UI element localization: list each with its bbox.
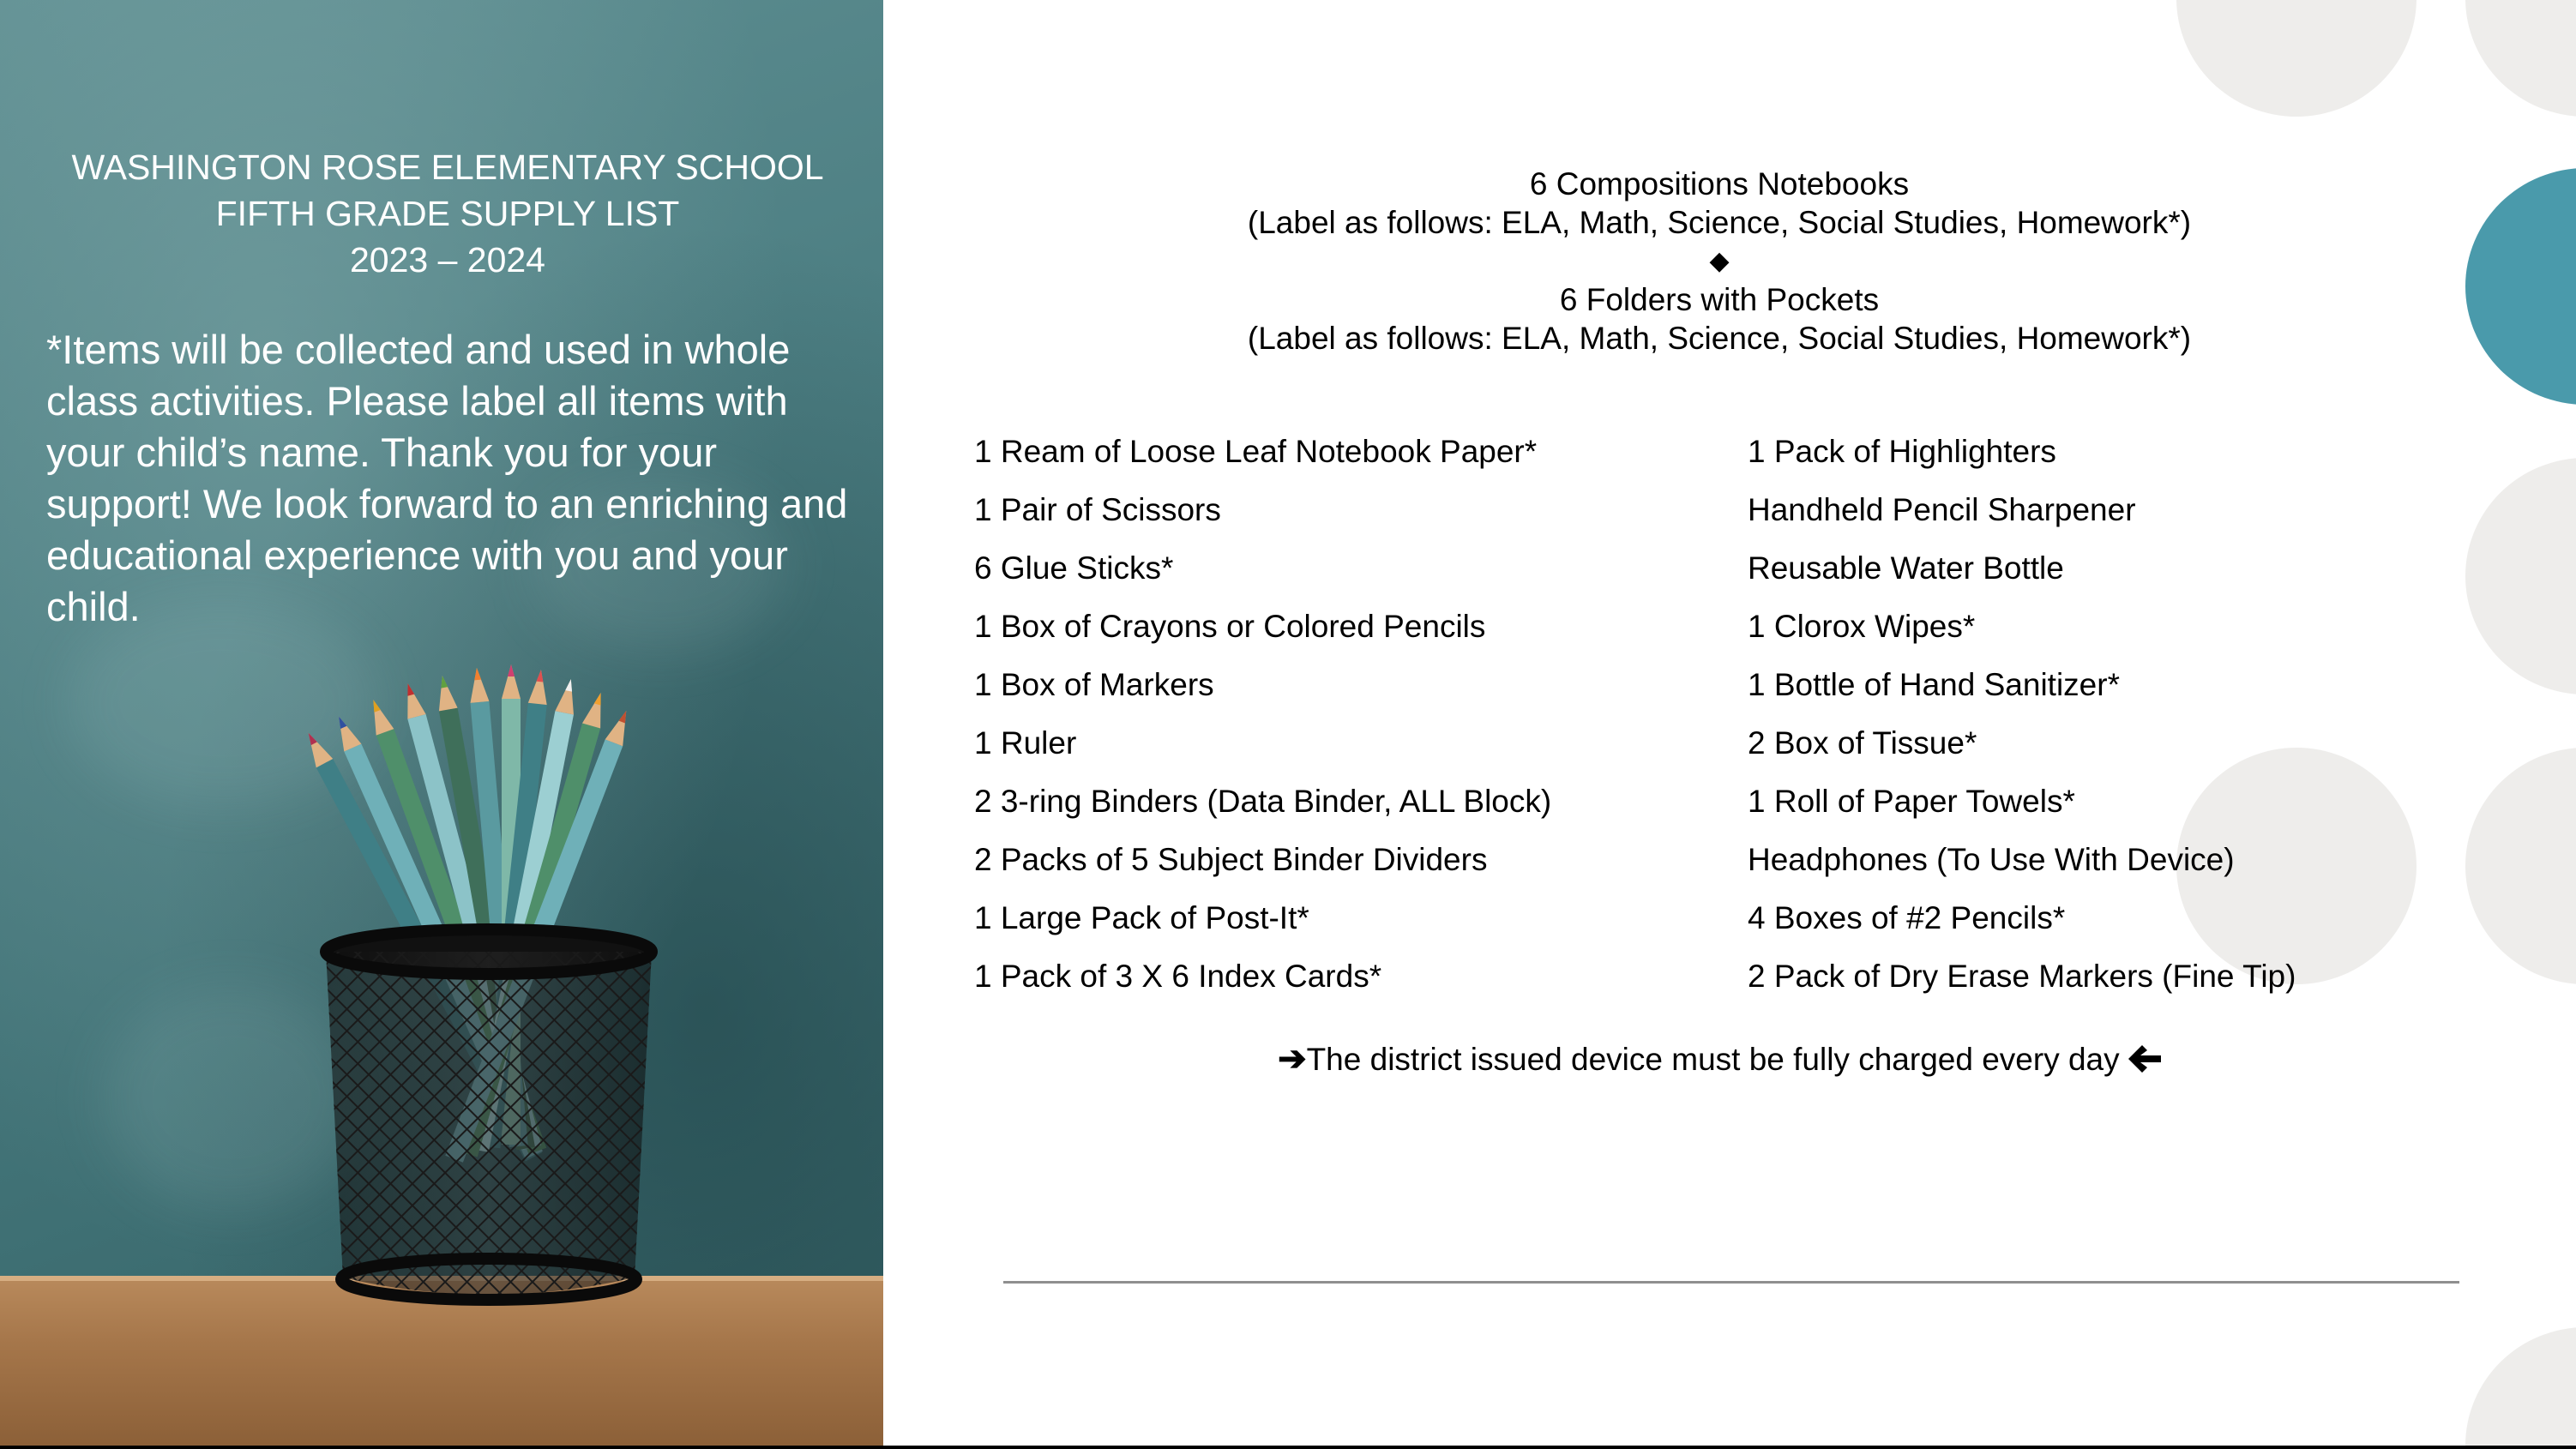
list-item: 4 Boxes of #2 Pencils* (1748, 900, 2066, 935)
list-item: 6 Glue Sticks* (974, 550, 1174, 586)
featured-items (1063, 165, 2375, 358)
chalkboard-photo (0, 0, 883, 1446)
supply-list-right (1748, 426, 2296, 1009)
folders-label-instruction: (Label as follows: ELA, Math, Science, Social Studies, Homework*) (1247, 321, 2192, 356)
list-item: 2 Packs of 5 Subject Binder Dividers (974, 842, 1488, 877)
list-item: 1 Bottle of Hand Sanitizer* (1748, 667, 2120, 702)
bottom-border (0, 1446, 2576, 1449)
school-year: 2023 – 2024 (349, 240, 545, 280)
list-item: 1 Box of Markers (974, 667, 1214, 702)
list-item: 1 Large Pack of Post-It* (974, 900, 1309, 935)
folders-item: 6 Folders with Pockets (1559, 282, 1880, 317)
list-item: 1 Ream of Loose Leaf Notebook Paper* (974, 434, 1538, 469)
pencil-cup-image (249, 626, 729, 1312)
decor-circle (2465, 1327, 2576, 1446)
list-item: 1 Pack of 3 X 6 Index Cards* (974, 959, 1382, 994)
list-item: Headphones (To Use With Device) (1748, 842, 2235, 877)
mesh-cup (326, 929, 652, 1300)
decor-circle (2465, 458, 2576, 694)
decor-circle (2465, 0, 2576, 117)
list-item: 1 Clorox Wipes* (1748, 609, 1976, 644)
list-item: 2 Box of Tissue* (1748, 725, 1977, 761)
school-header (17, 144, 878, 283)
list-item: 1 Ruler (974, 725, 1077, 761)
list-item: 2 3-ring Binders (Data Binder, ALL Block) (974, 784, 1552, 819)
list-item: 1 Box of Crayons or Colored Pencils (974, 609, 1486, 644)
list-item: Reusable Water Bottle (1748, 550, 2064, 586)
list-title: FIFTH GRADE SUPPLY LIST (215, 194, 680, 233)
arrow-left-icon (2128, 1037, 2161, 1080)
diamond-icon: ◆ (1709, 247, 1730, 275)
supply-list-left (974, 426, 1551, 1009)
school-name: WASHINGTON ROSE ELEMENTARY SCHOOL (71, 147, 824, 187)
divider-line (1003, 1281, 2459, 1284)
device-reminder (1063, 1037, 2375, 1081)
list-item: 1 Pack of Highlighters (1748, 434, 2056, 469)
list-item: 2 Pack of Dry Erase Markers (Fine Tip) (1748, 959, 2296, 994)
list-item: 1 Roll of Paper Towels* (1748, 784, 2075, 819)
list-item: 1 Pair of Scissors (974, 492, 1221, 527)
decor-circle (2176, 0, 2417, 117)
list-item: Handheld Pencil Sharpener (1748, 492, 2136, 527)
device-reminder-text: The district issued device must be fully charged every day (1306, 1042, 2120, 1077)
decor-circle (2465, 748, 2576, 984)
collection-note: *Items will be collected and used in whole class activities. Please label all items with your child’s name. Thank you for your support! We look forward to an enriching and educational experience with you and your child. (46, 327, 848, 629)
arrow-right-icon: ➔ (1278, 1040, 1307, 1078)
decor-circle-teal (2465, 168, 2576, 405)
notebooks-item: 6 Compositions Notebooks (1529, 166, 1910, 201)
notebooks-label-instruction: (Label as follows: ELA, Math, Science, Social Studies, Homework*) (1247, 205, 2192, 240)
